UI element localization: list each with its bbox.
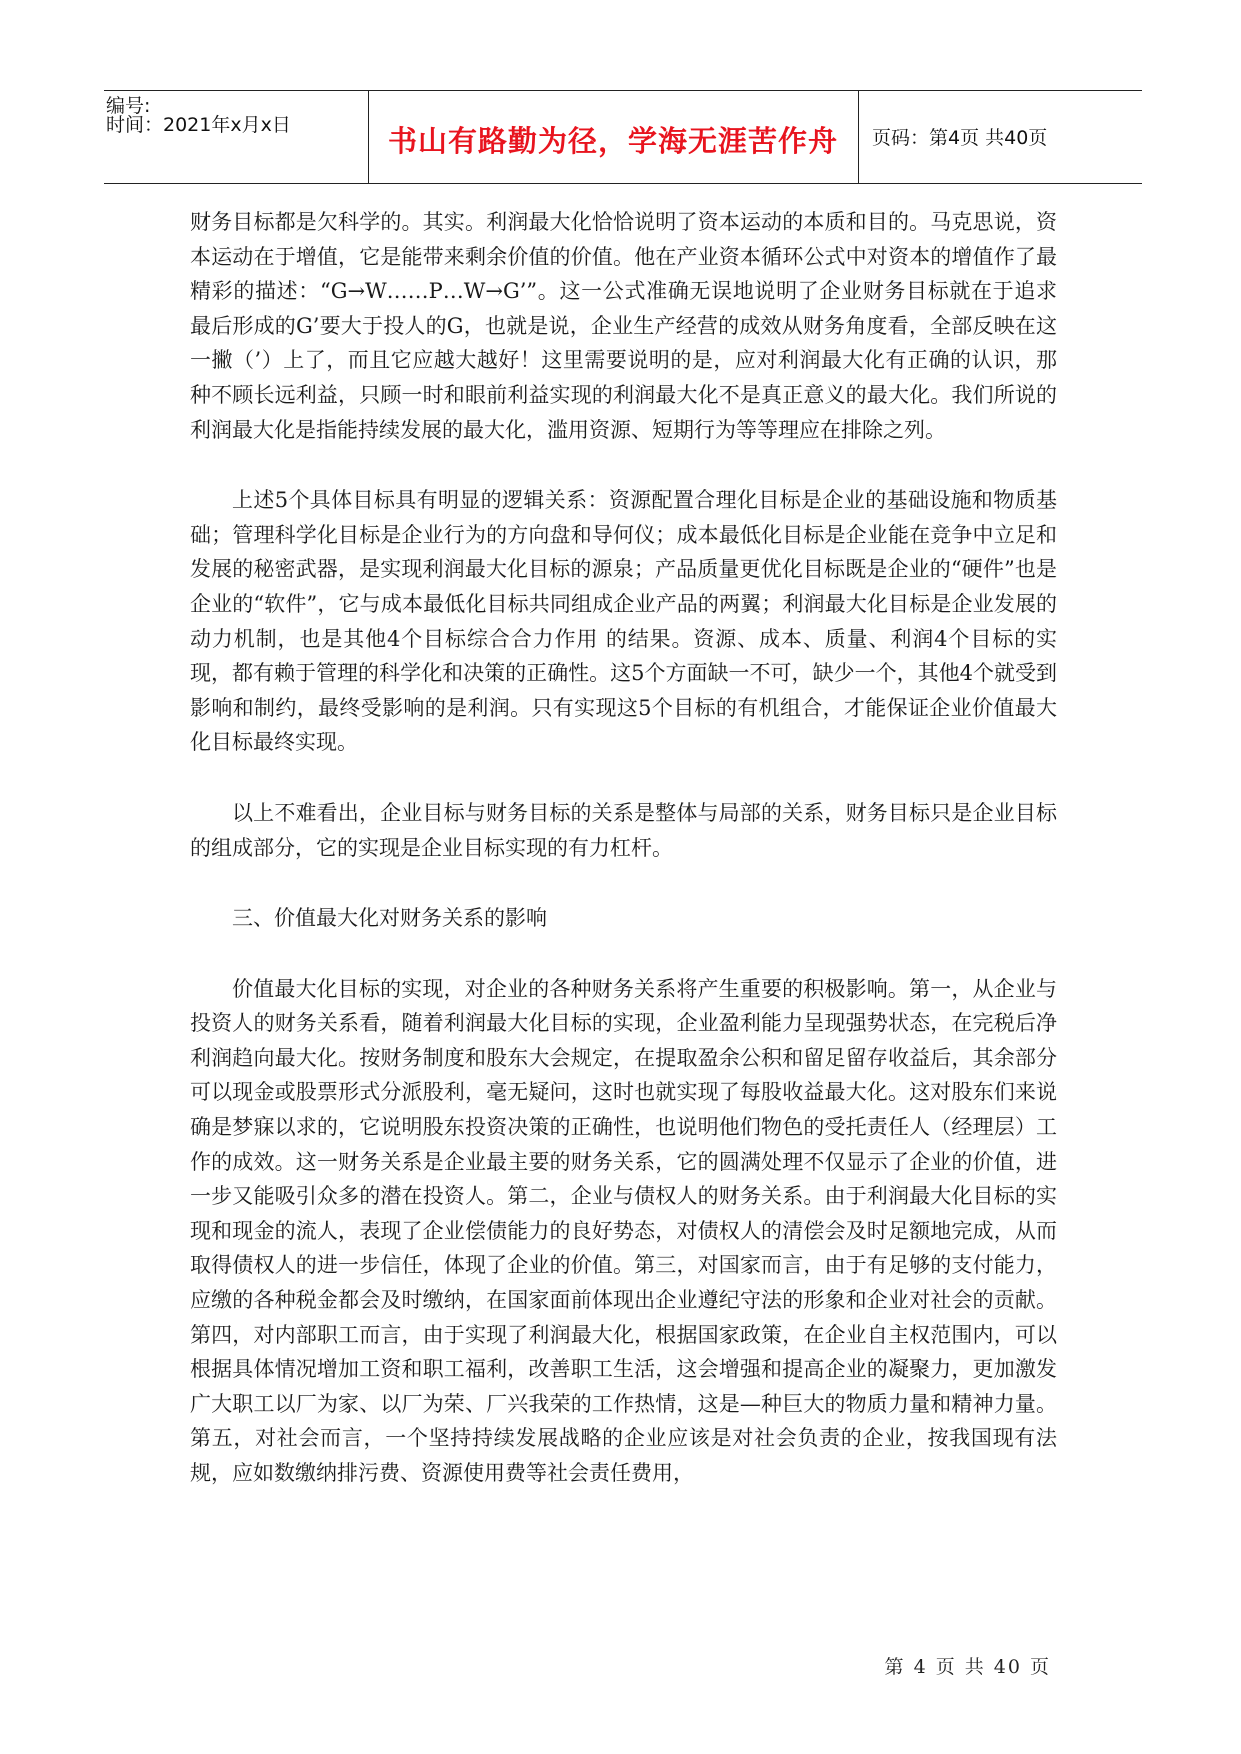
section-heading: 三、价值最大化对财务关系的影响 (232, 906, 547, 931)
body-paragraph-3: 以上不难看出，企业目标与财务目标的关系是整体与局部的关系，财务目标只是企业目标的组成部分，它的实现是企业目标实现的有力杠杆。 (190, 800, 1057, 860)
document-number-label: 编号: (106, 95, 151, 117)
header-page-label: 页码：第4页 共40页 (872, 127, 1048, 149)
header-meta-cell (104, 91, 369, 183)
body-paragraph-2: 上述5个具体目标具有明显的逻辑关系：资源配置合理化目标是企业的基础设施和物质基础；管理科学化目标是企业行为的方向盘和导何仪；成本最低化目标是企业能在竞争中立足和发展的秘密武器，是实现利润最大化目标的源泉；产品质量更优化目标既是企业的“硬件”也是企业的“软件”，它与成本最低化目标共同组成企业产品的两翼；利润最大化目标是企业发展的动力机制，也是其他4个目标综合合力作用 的结果。资源、成本、质量、利润4个目标的实现，都有赖于管理的科学化和决策的正确性。这5个方面缺一不可，缺少一个，其他4个就受到影响和制约，最终受影响的是利润。只有实现这5个目标的有机组合，才能保证企业价值最大化目标最终实现。 (190, 488, 1057, 755)
header-motto: 书山有路勤为径，学海无涯苦作舟 (387, 124, 838, 158)
document-time-label: 时间：2021年x月x日 (106, 114, 291, 136)
body-paragraph-1: 财务目标都是欠科学的。其实。利润最大化恰恰说明了资本运动的本质和目的。马克思说，资本运动在于增值，它是能带来剩余价值的价值。他在产业资本循环公式中对资本的增值作了最精彩的描述：“G→W……P…W→G’”。这一公式准确无误地说明了企业财务目标就在于追求最后形成的G’要大于投人的G，也就是说，企业生产经营的成效从财务角度看，全部反映在这一撇（’）上了，而且它应越大越好！这里需要说明的是，应对利润最大化有正确的认识，那种不顾长远利益，只顾一时和眼前利益实现的利润最大化不是真正意义的最大化。我们所说的利润最大化是指能持续发展的最大化，滥用资源、短期行为等等理应在排除之列。 (190, 210, 1057, 442)
header-motto-cell (368, 91, 859, 183)
document-body (190, 205, 1057, 1491)
page-footer: 第 4 页 共 40 页 (884, 1656, 1051, 1678)
page-header (104, 90, 1142, 184)
header-page-cell (858, 91, 1142, 183)
body-paragraph-4: 价值最大化目标的实现，对企业的各种财务关系将产生重要的积极影响。第一，从企业与投资人的财务关系看，随着利润最大化目标的实现，企业盈利能力呈现强势状态，在完税后净利润趋向最大化。按财务制度和股东大会规定，在提取盈余公积和留足留存收益后，其余部分可以现金或股票形式分派股利，毫无疑问，这时也就实现了每股收益最大化。这对股东们来说确是梦寐以求的，它说明股东投资决策的正确性，也说明他们物色的受托责任人（经理层）工作的成效。这一财务关系是企业最主要的财务关系，它的圆满处理不仅显示了企业的价值，进一步又能吸引众多的潜在投资人。第二，企业与债权人的财务关系。由于利润最大化目标的实现和现金的流人，表现了企业偿债能力的良好势态，对债权人的清偿会及时足额地完成，从而取得债权人的进一步信任，体现了企业的价值。第三，对国家而言，由于有足够的支付能力，应缴的各种税金都会及时缴纳，在国家面前体现出企业遵纪守法的形象和企业对社会的贡献。第四，对内部职工而言，由于实现了利润最大化，根据国家政策，在企业自主权范围内，可以根据具体情况增加工资和职工福利，改善职工生活，这会增强和提高企业的凝聚力，更加激发广大职工以厂为家、以厂为荣、厂兴我荣的工作热情，这是—种巨大的物质力量和精神力量。第五，对社会而言，一个坚持持续发展战略的企业应该是对社会负责的企业，按我国现有法规，应如数缴纳排污费、资源使用费等社会责任费用， (190, 976, 1057, 1485)
